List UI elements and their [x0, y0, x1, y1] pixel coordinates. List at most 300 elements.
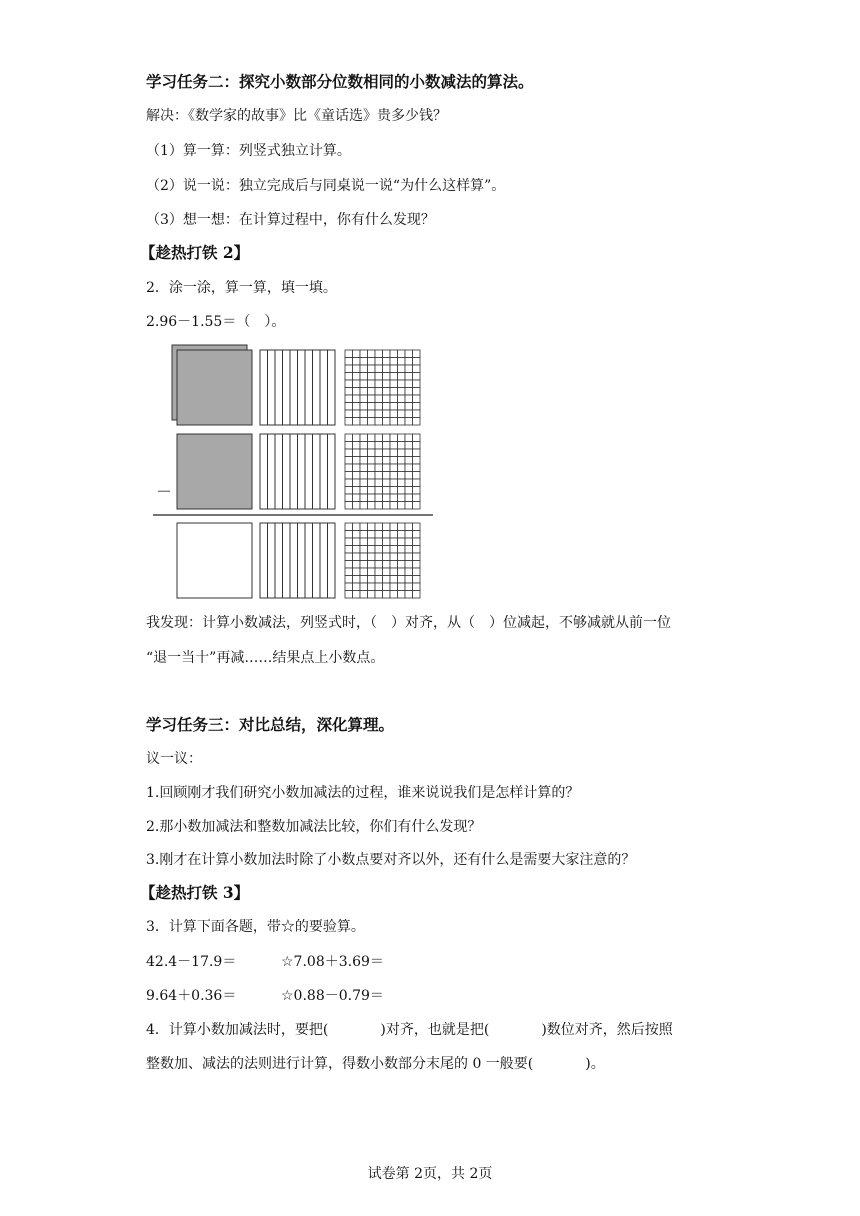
finding-text-c: ）位减起，不够减就从前一位 — [489, 615, 671, 631]
hundredths-cell — [345, 487, 353, 495]
hundredths-cell — [353, 531, 361, 539]
hundredths-cell — [413, 523, 421, 531]
hundredths-cell — [368, 418, 376, 426]
hundredths-cell — [345, 523, 353, 531]
hundredths-cell — [345, 395, 353, 403]
hundredths-cell — [413, 546, 421, 554]
hundredths-cell — [398, 531, 406, 539]
hundredths-cell — [360, 472, 368, 480]
hundredths-cell — [375, 464, 383, 472]
hundredths-cell — [375, 373, 383, 381]
hundredths-cell — [375, 434, 383, 442]
hundredths-cell — [360, 403, 368, 411]
hundredths-cell — [383, 494, 391, 502]
hundredths-cell — [413, 434, 421, 442]
hundredths-cell — [368, 464, 376, 472]
hundredths-cell — [398, 591, 406, 599]
hundredths-cell — [353, 502, 361, 510]
hundredths-cell — [345, 410, 353, 418]
q4-text-d: 整数加、减法的法则进行计算，得数小数部分末尾的 0 一般要( — [146, 1056, 534, 1072]
calc-item-1: 42.4－17.9＝ — [146, 954, 237, 970]
hundredths-cell — [383, 410, 391, 418]
hundredths-cell — [368, 472, 376, 480]
ones-square — [177, 523, 252, 598]
hundredths-cell — [398, 434, 406, 442]
hundredths-cell — [360, 365, 368, 373]
hundredths-cell — [383, 479, 391, 487]
hundredths-cell — [375, 472, 383, 480]
hundredths-cell — [390, 472, 398, 480]
hundredths-cell — [405, 583, 413, 591]
hundredths-cell — [345, 531, 353, 539]
hundredths-cell — [383, 568, 391, 576]
hundredths-cell — [398, 546, 406, 554]
hundredths-cell — [405, 380, 413, 388]
task2-title: 学习任务二：探究小数部分位数相同的小数减法的算法。 — [146, 72, 534, 91]
hundredths-cell — [390, 538, 398, 546]
hundredths-cell — [375, 395, 383, 403]
hundredths-cell — [413, 403, 421, 411]
task2-problem: 解决：《数学家的故事》比《童话选》贵多少钱？ — [146, 108, 447, 124]
hundredths-cell — [353, 388, 361, 396]
hundredths-cell — [360, 395, 368, 403]
hundredths-cell — [360, 442, 368, 450]
hundredths-cell — [390, 388, 398, 396]
task3-q1: 1.回顾刚才我们研究小数加减法的过程，谁来说说我们是怎样计算的？ — [146, 785, 580, 801]
hundredths-cell — [360, 373, 368, 381]
hundredths-cell — [368, 457, 376, 465]
hundredths-cell — [413, 479, 421, 487]
hundredths-cell — [360, 464, 368, 472]
hundredths-cell — [398, 576, 406, 584]
tenths-strip — [275, 434, 283, 509]
hundredths-cell — [360, 568, 368, 576]
hundredths-cell — [383, 434, 391, 442]
hundredths-cell — [383, 380, 391, 388]
hundredths-cell — [405, 568, 413, 576]
hundredths-cell — [413, 418, 421, 426]
hundredths-cell — [360, 418, 368, 426]
tenths-strip — [313, 350, 321, 425]
hundredths-cell — [405, 523, 413, 531]
drill2-heading: 【趁热打铁 2】 — [140, 243, 250, 262]
hundredths-cell — [413, 350, 421, 358]
hundredths-cell — [375, 479, 383, 487]
hundredths-cell — [353, 350, 361, 358]
hundredths-cell — [390, 380, 398, 388]
ones-square — [177, 350, 252, 425]
q4-text-b: )对齐，也就是把( — [380, 1022, 490, 1038]
ones-square — [177, 434, 252, 509]
hundredths-cell — [368, 568, 376, 576]
tenths-strip — [320, 523, 328, 598]
hundredths-cell — [398, 373, 406, 381]
hundredths-cell — [368, 388, 376, 396]
hundredths-cell — [345, 576, 353, 584]
hundredths-cell — [353, 403, 361, 411]
hundredths-cell — [368, 434, 376, 442]
hundredths-cell — [398, 538, 406, 546]
hundredths-cell — [353, 546, 361, 554]
hundredths-cell — [368, 487, 376, 495]
hundredths-cell — [413, 568, 421, 576]
hundredths-cell — [353, 576, 361, 584]
hundredths-cell — [398, 395, 406, 403]
hundredths-cell — [353, 523, 361, 531]
hundredths-cell — [405, 479, 413, 487]
hundredths-cell — [413, 487, 421, 495]
minuend-row — [172, 345, 420, 425]
tenths-strip — [290, 434, 298, 509]
hundredths-cell — [398, 553, 406, 561]
task3-q3: 3.刚才在计算小数加法时除了小数点要对齐以外，还有什么是需要大家注意的？ — [146, 852, 636, 868]
hundredths-cell — [375, 568, 383, 576]
hundredths-cell — [390, 410, 398, 418]
hundredths-cell — [345, 583, 353, 591]
hundredths-cell — [398, 583, 406, 591]
hundredths-cell — [375, 502, 383, 510]
hundredths-cell — [368, 380, 376, 388]
hundredths-cell — [405, 464, 413, 472]
hundredths-cell — [353, 479, 361, 487]
hundredths-cell — [405, 502, 413, 510]
hundredths-cell — [375, 553, 383, 561]
hundredths-cell — [390, 350, 398, 358]
hundredths-cell — [413, 502, 421, 510]
hundredths-cell — [360, 546, 368, 554]
hundredths-cell — [375, 538, 383, 546]
hundredths-cell — [413, 538, 421, 546]
hundredths-cell — [345, 365, 353, 373]
hundredths-cell — [360, 410, 368, 418]
hundredths-cell — [413, 373, 421, 381]
tenths-strip — [328, 434, 336, 509]
hundredths-cell — [345, 434, 353, 442]
hundredths-cell — [368, 449, 376, 457]
hundredths-cell — [390, 365, 398, 373]
hundredths-cell — [390, 583, 398, 591]
hundredths-cell — [390, 531, 398, 539]
hundredths-cell — [353, 583, 361, 591]
hundredths-cell — [405, 350, 413, 358]
hundredths-cell — [368, 442, 376, 450]
tenths-strip — [305, 350, 313, 425]
hundredths-cell — [353, 418, 361, 426]
hundredths-cell — [345, 442, 353, 450]
hundredths-cell — [375, 487, 383, 495]
hundredths-cell — [413, 395, 421, 403]
hundredths-cell — [413, 410, 421, 418]
q4-text-e: )。 — [585, 1056, 605, 1072]
hundredths-cell — [368, 591, 376, 599]
hundredths-cell — [405, 553, 413, 561]
hundredths-cell — [360, 479, 368, 487]
page-footer: 试卷第 2页，共 2页 — [367, 1166, 493, 1182]
tenths-strip — [298, 434, 306, 509]
hundredths-cell — [398, 358, 406, 366]
hundredths-cell — [405, 403, 413, 411]
hundredths-cell — [390, 494, 398, 502]
hundredths-cell — [390, 418, 398, 426]
hundredths-cell — [413, 358, 421, 366]
hundredths-cell — [413, 472, 421, 480]
hundredths-cell — [413, 464, 421, 472]
finding-line2: “退一当十”再减……结果点上小数点。 — [146, 650, 385, 666]
hundredths-cell — [413, 561, 421, 569]
hundredths-cell — [375, 449, 383, 457]
tenths-strip — [305, 434, 313, 509]
tenths-strip — [290, 350, 298, 425]
hundredths-cell — [383, 561, 391, 569]
hundredths-cell — [368, 494, 376, 502]
hundredths-cell — [353, 487, 361, 495]
task2-step3: （3）想一想：在计算过程中，你有什么发现？ — [146, 212, 435, 228]
hundredths-cell — [345, 350, 353, 358]
hundredths-cell — [375, 410, 383, 418]
hundredths-cell — [353, 449, 361, 457]
hundredths-cell — [405, 395, 413, 403]
hundredths-cell — [398, 442, 406, 450]
q4-line1 — [146, 1021, 673, 1039]
hundredths-cell — [360, 531, 368, 539]
hundredths-cell — [405, 388, 413, 396]
tenths-strip — [298, 523, 306, 598]
hundredths-cell — [368, 358, 376, 366]
hundredths-cell — [383, 487, 391, 495]
hundredths-cell — [398, 502, 406, 510]
hundredths-cell — [368, 546, 376, 554]
hundredths-cell — [375, 350, 383, 358]
hundredths-cell — [383, 553, 391, 561]
q4-text-c: )数位对齐，然后按照 — [541, 1022, 673, 1038]
hundredths-cell — [405, 546, 413, 554]
result-row — [177, 523, 420, 598]
hundredths-cell — [413, 442, 421, 450]
hundredths-cell — [398, 457, 406, 465]
hundredths-cell — [390, 449, 398, 457]
hundredths-cell — [345, 553, 353, 561]
hundredths-cell — [390, 373, 398, 381]
hundredths-cell — [398, 487, 406, 495]
hundredths-cell — [360, 523, 368, 531]
hundredths-cell — [360, 576, 368, 584]
hundredths-cell — [390, 546, 398, 554]
hundredths-cell — [353, 442, 361, 450]
hundredths-cell — [368, 523, 376, 531]
hundredths-cell — [360, 388, 368, 396]
hundredths-cell — [398, 449, 406, 457]
hundredths-cell — [413, 576, 421, 584]
hundredths-cell — [405, 373, 413, 381]
hundredths-cell — [368, 583, 376, 591]
hundredths-cell — [375, 418, 383, 426]
hundredths-cell — [353, 380, 361, 388]
calc-item-4: ☆0.88－0.79＝ — [281, 988, 384, 1004]
hundredths-cell — [360, 380, 368, 388]
hundredths-cell — [390, 442, 398, 450]
tenths-strip — [260, 523, 268, 598]
hundredths-cell — [375, 365, 383, 373]
hundredths-cell — [413, 449, 421, 457]
tenths-strip — [283, 434, 291, 509]
hundredths-cell — [375, 576, 383, 584]
hundredths-cell — [345, 538, 353, 546]
hundredths-cell — [375, 403, 383, 411]
finding-text-a: 我发现：计算小数减法，列竖式时，（ — [146, 615, 377, 631]
tenths-strip — [313, 523, 321, 598]
hundredths-cell — [383, 365, 391, 373]
hundredths-cell — [383, 457, 391, 465]
hundredths-cell — [375, 494, 383, 502]
hundredths-cell — [383, 388, 391, 396]
hundredths-cell — [345, 561, 353, 569]
hundredths-cell — [383, 576, 391, 584]
hundredths-cell — [405, 410, 413, 418]
tenths-strip — [275, 350, 283, 425]
hundredths-cell — [413, 457, 421, 465]
hundredths-cell — [353, 457, 361, 465]
hundredths-cell — [383, 502, 391, 510]
hundredths-cell — [375, 457, 383, 465]
hundredths-cell — [368, 538, 376, 546]
hundredths-cell — [353, 373, 361, 381]
hundredths-cell — [345, 457, 353, 465]
hundredths-cell — [345, 403, 353, 411]
hundredths-cell — [375, 523, 383, 531]
tenths-strip — [283, 523, 291, 598]
hundredths-cell — [353, 591, 361, 599]
hundredths-cell — [345, 479, 353, 487]
hundredths-cell — [390, 464, 398, 472]
hundredths-cell — [375, 380, 383, 388]
hundredths-cell — [375, 591, 383, 599]
hundredths-cell — [368, 576, 376, 584]
hundredths-cell — [345, 358, 353, 366]
hundredths-cell — [405, 365, 413, 373]
hundredths-cell — [390, 568, 398, 576]
hundredths-cell — [345, 388, 353, 396]
hundredths-cell — [383, 358, 391, 366]
drill2-expression — [146, 313, 285, 331]
hundredths-cell — [360, 494, 368, 502]
hundredths-cell — [375, 546, 383, 554]
hundredths-cell — [345, 502, 353, 510]
hundredths-cell — [398, 365, 406, 373]
hundredths-cell — [383, 418, 391, 426]
hundredths-cell — [405, 418, 413, 426]
hundredths-cell — [368, 403, 376, 411]
drill3-question: 3．计算下面各题，带☆的要验算。 — [146, 919, 365, 935]
hundredths-cell — [360, 487, 368, 495]
hundredths-cell — [368, 561, 376, 569]
hundredths-cell — [390, 358, 398, 366]
tenths-strip — [305, 523, 313, 598]
hundredths-cell — [413, 583, 421, 591]
tenths-strip — [298, 350, 306, 425]
hundredths-cell — [390, 523, 398, 531]
hundredths-cell — [353, 553, 361, 561]
hundredths-cell — [383, 472, 391, 480]
hundredths-cell — [345, 418, 353, 426]
hundredths-cell — [398, 464, 406, 472]
hundredths-cell — [353, 538, 361, 546]
expr-left: 2.96－1.55＝（ — [146, 314, 251, 330]
hundredths-cell — [383, 591, 391, 599]
hundredths-cell — [413, 531, 421, 539]
task3-title: 学习任务三：对比总结，深化算理。 — [146, 715, 395, 734]
hundredths-cell — [383, 546, 391, 554]
hundredths-cell — [345, 464, 353, 472]
hundredths-cell — [375, 388, 383, 396]
tenths-strip — [260, 434, 268, 509]
hundredths-cell — [360, 591, 368, 599]
hundredths-cell — [345, 373, 353, 381]
expr-right: ）。 — [264, 314, 286, 330]
tenths-strip — [268, 434, 276, 509]
hundredths-cell — [383, 464, 391, 472]
hundredths-cell — [413, 388, 421, 396]
hundredths-cell — [345, 494, 353, 502]
hundredths-cell — [398, 523, 406, 531]
hundredths-cell — [398, 479, 406, 487]
q4-text-a: 4．计算小数加减法时，要把( — [146, 1022, 329, 1038]
hundredths-cell — [353, 494, 361, 502]
hundredths-cell — [375, 358, 383, 366]
tenths-strip — [320, 350, 328, 425]
hundredths-cell — [368, 365, 376, 373]
hundredths-cell — [353, 561, 361, 569]
hundredths-cell — [405, 358, 413, 366]
hundredths-cell — [345, 380, 353, 388]
hundredths-cell — [405, 561, 413, 569]
hundredths-cell — [398, 561, 406, 569]
hundredths-cell — [353, 365, 361, 373]
hundredths-cell — [390, 502, 398, 510]
hundredths-cell — [360, 457, 368, 465]
tenths-strip — [313, 434, 321, 509]
hundredths-cell — [360, 502, 368, 510]
hundredths-cell — [413, 553, 421, 561]
hundredths-cell — [398, 403, 406, 411]
hundredths-cell — [383, 449, 391, 457]
hundredths-cell — [353, 568, 361, 576]
hundredths-cell — [360, 350, 368, 358]
hundredths-cell — [360, 561, 368, 569]
hundredths-cell — [413, 365, 421, 373]
hundredths-cell — [405, 442, 413, 450]
hundredths-cell — [353, 464, 361, 472]
hundredths-cell — [353, 472, 361, 480]
hundredths-cell — [405, 434, 413, 442]
hundredths-cell — [368, 410, 376, 418]
hundredths-cell — [398, 388, 406, 396]
hundredths-cell — [390, 487, 398, 495]
hundredths-cell — [353, 395, 361, 403]
hundredths-cell — [383, 523, 391, 531]
drill2-question: 2．涂一涂，算一算，填一填。 — [146, 280, 337, 296]
hundredths-cell — [368, 502, 376, 510]
hundredths-cell — [398, 568, 406, 576]
hundredths-cell — [413, 494, 421, 502]
hundredths-cell — [390, 395, 398, 403]
hundredths-cell — [398, 494, 406, 502]
hundredths-cell — [390, 576, 398, 584]
calc-item-3: 9.64＋0.36＝ — [146, 988, 237, 1004]
hundredths-cell — [360, 358, 368, 366]
hundredths-cell — [368, 531, 376, 539]
subtrahend-row — [177, 434, 420, 509]
hundredths-cell — [360, 449, 368, 457]
